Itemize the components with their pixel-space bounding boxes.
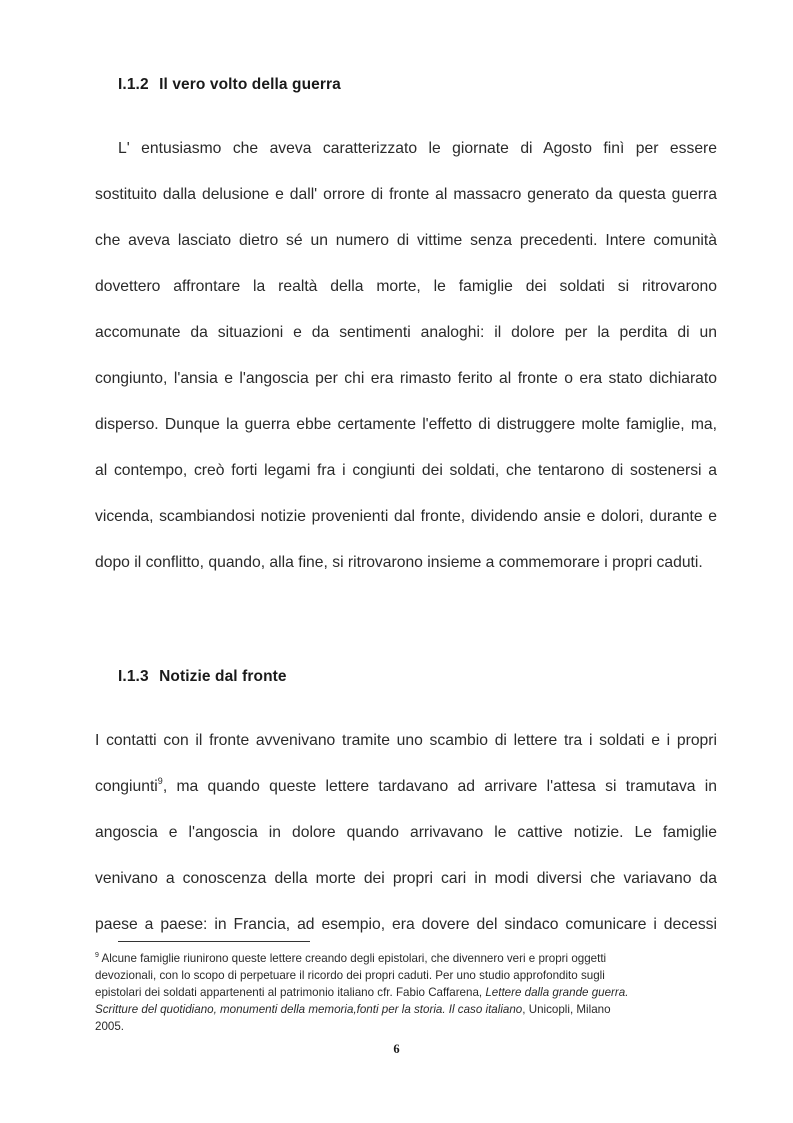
footnote-line: devozionali, con lo scopo di perpetuare il ricordo dei propri caduti. Per uno studio approfondito sugli bbox=[95, 969, 605, 982]
paragraph-line: vicenda, scambiandosi notizie provenienti dal fronte, dividendo ansie e dolori, durante e bbox=[95, 508, 717, 525]
section-title: Notizie dal fronte bbox=[159, 668, 287, 685]
footnote-text: epistolari dei soldati appartenenti al patrimonio italiano cfr. Fabio Caffarena, bbox=[95, 986, 486, 999]
text-run: congiunti bbox=[95, 778, 158, 795]
footnote-separator bbox=[118, 941, 310, 942]
footnote-line bbox=[95, 1002, 611, 1017]
paragraph-line: venivano a conoscenza della morte dei propri cari in modi diversi che variavano da bbox=[95, 870, 717, 887]
footnote-text: Alcune famiglie riunirono queste lettere creando degli epistolari, che divennero veri e propri oggetti bbox=[101, 952, 607, 965]
paragraph-line: sostituito dalla delusione e dall' orrore di fronte al massacro generato da questa guerra bbox=[95, 186, 717, 203]
footnote-line bbox=[95, 951, 606, 966]
footnote-book-title: Scritture del quotidiano, monumenti della memoria,fonti per la storia. Il caso italiano bbox=[95, 1003, 523, 1016]
footnote-marker: 9 bbox=[95, 952, 99, 959]
section-title: Il vero volto della guerra bbox=[159, 76, 341, 93]
page-number: 6 bbox=[393, 1042, 400, 1056]
paragraph-line: dovettero affrontare la realtà della morte, le famiglie dei soldati si ritrovarono bbox=[95, 278, 717, 295]
paragraph-line: paese a paese: in Francia, ad esempio, era dovere del sindaco comunicare i decessi bbox=[95, 916, 717, 933]
section-heading-1-1-3 bbox=[118, 668, 287, 686]
paragraph-line: I contatti con il fronte avvenivano tramite uno scambio di lettere tra i soldati e i propri bbox=[95, 732, 717, 749]
section-number: I.1.2 bbox=[118, 76, 149, 93]
paragraph-line: dopo il conflitto, quando, alla fine, si ritrovarono insieme a commemorare i propri caduti. bbox=[95, 554, 703, 571]
footnote-line: 2005. bbox=[95, 1020, 125, 1033]
text-run: , ma quando queste lettere tardavano ad arrivare l'attesa si tramutava in bbox=[162, 778, 717, 795]
paragraph-line: congiunto, l'ansia e l'angoscia per chi era rimasto ferito al fronte o era stato dichiarato bbox=[95, 370, 717, 387]
footnote-line bbox=[95, 985, 628, 1000]
footnote-book-title: Lettere dalla grande guerra. bbox=[485, 986, 629, 999]
paragraph-line: L' entusiasmo che aveva caratterizzato le giornate di Agosto finì per essere bbox=[118, 140, 717, 157]
section-number: I.1.3 bbox=[118, 668, 149, 685]
paragraph-line bbox=[95, 777, 717, 797]
footnote-text: , Unicopli, Milano bbox=[522, 1003, 611, 1016]
paragraph-line: angoscia e l'angoscia in dolore quando arrivavano le cattive notizie. Le famiglie bbox=[95, 824, 717, 841]
paragraph-line: al contempo, creò forti legami fra i congiunti dei soldati, che tentarono di sostenersi a bbox=[95, 462, 717, 479]
paragraph-line: disperso. Dunque la guerra ebbe certamente l'effetto di distruggere molte famiglie, ma, bbox=[95, 416, 717, 433]
section-heading-1-1-2 bbox=[118, 76, 341, 94]
paragraph-line: accomunate da situazioni e da sentimenti analoghi: il dolore per la perdita di un bbox=[95, 324, 717, 341]
footnote-reference[interactable]: 9 bbox=[157, 776, 163, 786]
paragraph-line: che aveva lasciato dietro sé un numero di vittime senza precedenti. Intere comunità bbox=[95, 232, 717, 249]
